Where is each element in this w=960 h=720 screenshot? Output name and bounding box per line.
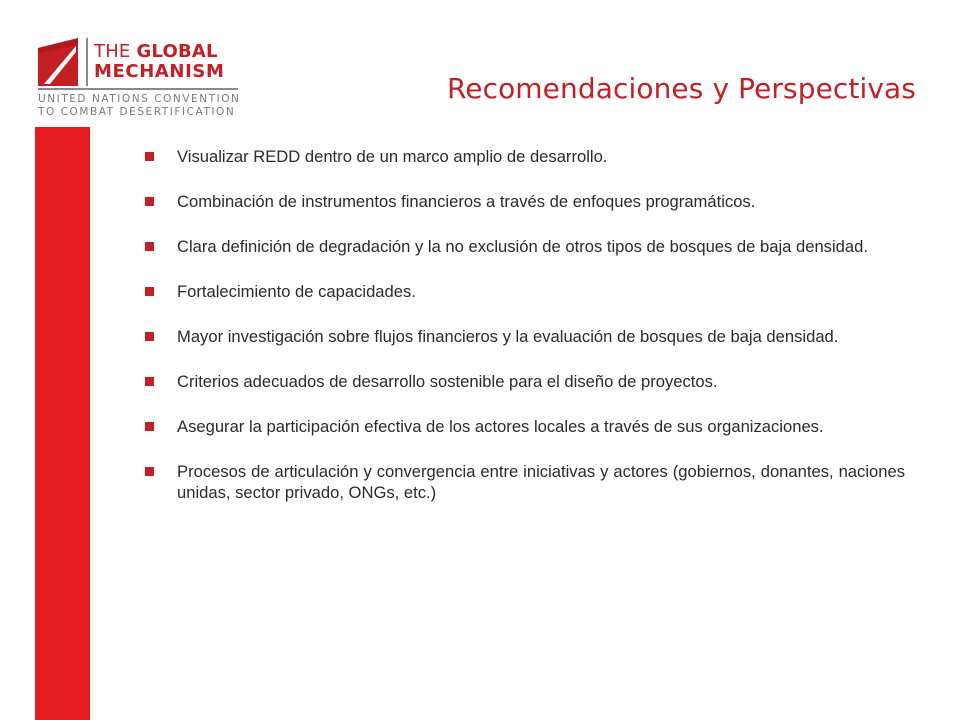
square-bullet-icon — [145, 242, 154, 251]
logo-mechanism: MECHANISM — [94, 61, 225, 82]
bullet-item — [145, 326, 905, 347]
bullet-text: Procesos de articulación y convergencia entre iniciativas y actores (gobiernos, donantes, naciones unidas, sector privado, ONGs, etc.) — [177, 462, 905, 502]
bullet-item — [145, 416, 905, 437]
bullet-item — [145, 461, 905, 503]
logo-flag-icon — [38, 38, 78, 86]
square-bullet-icon — [145, 377, 154, 386]
square-bullet-icon — [145, 332, 154, 341]
bullet-text: Combinación de instrumentos financieros a través de enfoques programáticos. — [177, 192, 756, 211]
global-mechanism-logo — [38, 38, 248, 120]
logo-the: THE — [94, 41, 137, 62]
bullet-item — [145, 281, 905, 302]
square-bullet-icon — [145, 422, 154, 431]
logo-rule — [38, 88, 238, 90]
bullet-text: Clara definición de degradación y la no exclusión de otros tipos de bosques de baja densidad. — [177, 237, 868, 256]
logo-divider — [86, 38, 88, 86]
logo-subtitle-line2: TO COMBAT DESERTIFICATION — [38, 106, 236, 118]
slide-title: Recomendaciones y Perspectivas — [446, 72, 916, 105]
bullet-text: Fortalecimiento de capacidades. — [177, 282, 416, 301]
bullet-item — [145, 371, 905, 392]
square-bullet-icon — [145, 467, 154, 476]
bullet-list — [145, 146, 905, 527]
logo-subtitle-line1: UNITED NATIONS CONVENTION — [38, 93, 241, 105]
logo-name-line1 — [94, 42, 218, 62]
square-bullet-icon — [145, 287, 154, 296]
bullet-item — [145, 191, 905, 212]
bullet-text: Criterios adecuados de desarrollo sostenible para el diseño de proyectos. — [177, 372, 718, 391]
bullet-text: Mayor investigación sobre flujos financieros y la evaluación de bosques de baja densidad. — [177, 327, 839, 346]
square-bullet-icon — [145, 197, 154, 206]
bullet-item — [145, 236, 905, 257]
bullet-item — [145, 146, 905, 167]
bullet-text: Visualizar REDD dentro de un marco amplio de desarrollo. — [177, 147, 608, 166]
square-bullet-icon — [145, 152, 154, 161]
logo-global: GLOBAL — [136, 41, 218, 62]
bullet-text: Asegurar la participación efectiva de los actores locales a través de sus organizaciones. — [177, 417, 824, 436]
red-side-bar — [35, 127, 90, 720]
